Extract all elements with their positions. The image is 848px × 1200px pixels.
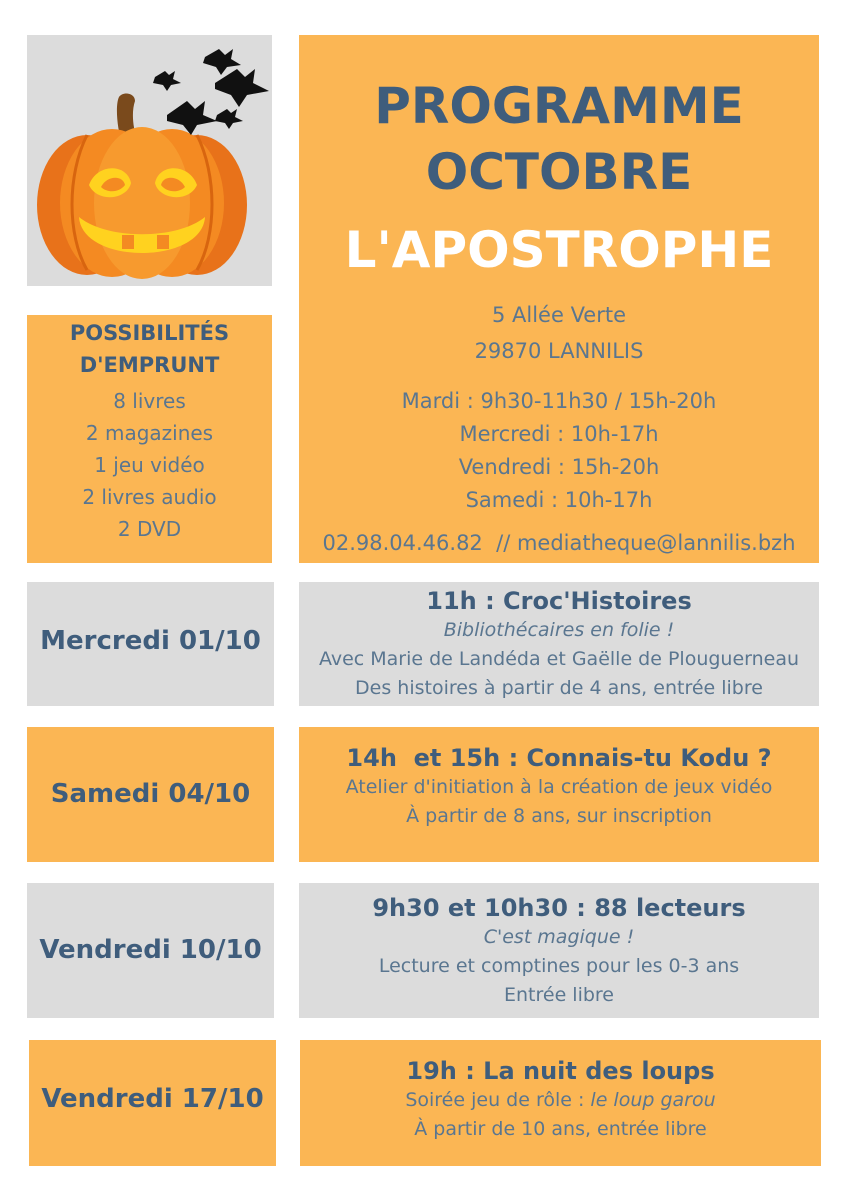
event-day: Vendredi 10/10 [39, 935, 262, 965]
emprunt-heading-1: POSSIBILITÉS [69, 321, 230, 345]
hours-tuesday: Mardi : 9h30-11h30 / 15h-20h [401, 389, 717, 413]
event-line: Lecture et comptines pour les 0-3 ans [378, 955, 740, 977]
event-title: 9h30 et 10h30 : 88 lecteurs [372, 894, 746, 922]
event-day: Vendredi 17/10 [41, 1084, 264, 1114]
event-day-panel [27, 883, 274, 1018]
event-line [300, 1086, 821, 1115]
event-day: Samedi 04/10 [50, 779, 251, 809]
event-title: 14h et 15h : Connais-tu Kodu ? [346, 744, 772, 772]
address-street: 5 Allée Verte [491, 303, 627, 327]
event-line-prefix: Soirée jeu de rôle : [405, 1089, 591, 1111]
hours-friday: Vendredi : 15h-20h [458, 455, 660, 479]
illustration-panel [27, 35, 272, 286]
event-detail-panel [299, 582, 819, 706]
bat-icon [27, 35, 272, 155]
event-subtitle: C'est magique ! [483, 926, 635, 948]
title-programme: PROGRAMME [374, 77, 744, 135]
emprunt-panel [27, 315, 272, 563]
emprunt-item: 2 livres audio [82, 485, 217, 509]
event-day-panel [27, 582, 274, 706]
event-day: Mercredi 01/10 [40, 626, 261, 656]
emprunt-heading-2: D'EMPRUNT [79, 353, 220, 377]
emprunt-item: 2 DVD [117, 517, 182, 541]
title-octobre: OCTOBRE [425, 143, 693, 201]
event-line: À partir de 10 ans, entrée libre [414, 1118, 707, 1140]
event-line: Des histoires à partir de 4 ans, entrée libre [355, 677, 763, 699]
event-line: Atelier d'initiation à la création de jeux vidéo [345, 776, 773, 798]
event-line: Entrée libre [503, 984, 614, 1006]
event-detail-panel [300, 1040, 821, 1166]
hours-wednesday: Mercredi : 10h-17h [459, 422, 659, 446]
event-subtitle: Bibliothécaires en folie ! [443, 619, 675, 641]
contact-info: 02.98.04.46.82 // mediatheque@lannilis.bzh [322, 531, 796, 555]
event-title: 11h : Croc'Histoires [426, 587, 692, 615]
event-title: 19h : La nuit des loups [406, 1057, 715, 1085]
emprunt-item: 8 livres [113, 389, 186, 413]
event-detail-panel [299, 727, 819, 862]
header-panel [299, 35, 819, 563]
event-detail-panel [299, 883, 819, 1018]
hours-saturday: Samedi : 10h-17h [465, 488, 653, 512]
event-line: À partir de 8 ans, sur inscription [406, 805, 712, 827]
address-city: 29870 LANNILIS [474, 339, 644, 363]
event-line: Avec Marie de Landéda et Gaëlle de Plouguerneau [318, 648, 800, 670]
title-apostrophe: L'APOSTROPHE [344, 221, 774, 279]
event-line-italic: le loup garou [590, 1089, 716, 1111]
event-day-panel [29, 1040, 276, 1166]
emprunt-item: 2 magazines [85, 421, 214, 445]
emprunt-item: 1 jeu vidéo [94, 453, 205, 477]
event-day-panel [27, 727, 274, 862]
